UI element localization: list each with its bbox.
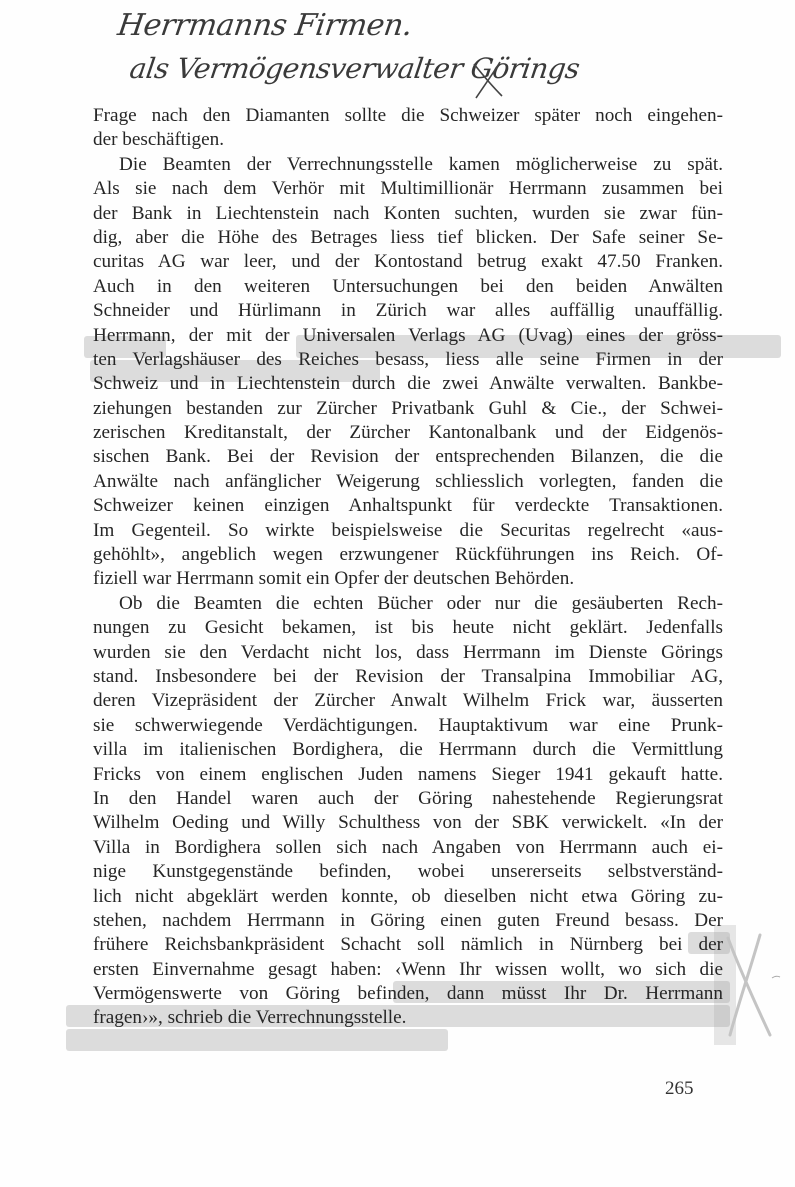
text-line: nige Kunstgegenstände befinden, wobei unsererseits selbstverständ- — [93, 861, 723, 883]
text-line: Wilhelm Oeding und Willy Schulthess von der SBK verwickelt. «In der — [93, 812, 723, 834]
text-line: Fricks von einem englischen Juden namens Sieger 1941 gekauft hatte. — [93, 763, 723, 785]
text-line: ersten Einvernahme gesagt haben: ‹Wenn Ihr wissen wollt, wo sich die — [93, 958, 723, 980]
text-line: Frage nach den Diamanten sollte die Schweizer später noch eingehen- — [93, 105, 723, 126]
text-line: stehen, nachdem Herrmann in Göring einen guten Freund besass. Der — [93, 909, 723, 931]
text-line: Villa in Bordighera sollen sich nach Angaben von Herrmann auch ei- — [93, 836, 723, 858]
text-line: Vermögenswerte von Göring befinden, dann müsst Ihr Dr. Herrmann — [93, 983, 723, 1005]
margin-x-mark-icon — [720, 930, 790, 1040]
text-line: curitas AG war leer, und der Kontostand betrug exakt 47.50 Franken. — [93, 251, 723, 273]
text-line: Die Beamten der Verrechnungsstelle kamen möglicherweise zu spät. — [119, 153, 723, 175]
text-line: stand. Insbesondere bei der Revision der Transalpina Immobiliar AG, — [93, 665, 723, 687]
text-line: deren Vizepräsident der Zürcher Anwalt Wilhelm Frick war, äusserten — [93, 690, 723, 712]
text-line: Herrmann, der mit der Universalen Verlags AG (Uvag) eines der gröss- — [93, 324, 723, 346]
text-line: gehöhlt», angeblich wegen erzwungener Rückführungen ins Reich. Of- — [93, 544, 723, 566]
text-line: Auch in den weiteren Untersuchungen bei den beiden Anwälten — [93, 275, 723, 297]
text-line: wurden sie den Verdacht nicht los, dass Herrmann im Dienste Görings — [93, 641, 723, 663]
text-line: fragen›», schrieb die Verrechnungsstelle. — [93, 1007, 407, 1029]
text-line: Im Gegenteil. So wirkte beispielsweise die Securitas regelrecht «aus- — [93, 519, 723, 541]
text-line: In den Handel waren auch der Göring nahestehende Regierungsrat — [93, 787, 723, 809]
text-line: Schneider und Hürlimann in Zürich war alles auffällig unauffällig. — [93, 300, 723, 322]
text-line: ziehungen bestanden zur Zürcher Privatbank Guhl & Cie., der Schwei- — [93, 397, 723, 419]
text-line: frühere Reichsbankpräsident Schacht soll nämlich in Nürnberg bei der — [93, 934, 723, 956]
text-line: sischen Bank. Bei der Revision der entsprechenden Bilanzen, die die — [93, 446, 723, 468]
text-line: zerischen Kreditanstalt, der Zürcher Kantonalbank und der Eidgenös- — [93, 422, 723, 444]
text-line: ten Verlagshäuser des Reiches besass, liess alle seine Firmen in der — [93, 348, 723, 370]
body-text — [93, 104, 723, 1031]
page-number: 265 — [665, 1078, 694, 1099]
text-line: Als sie nach dem Verhör mit Multimillionär Herrmann zusammen bei — [93, 178, 723, 200]
text-line: sie schwerwiegende Verdächtigungen. Hauptaktivum war eine Prunk- — [93, 714, 723, 736]
handwritten-x-mark-icon — [468, 60, 508, 100]
text-line: der Bank in Liechtenstein nach Konten suchten, wurden sie zwar fün- — [93, 202, 723, 224]
text-line: villa im italienischen Bordighera, die Herrmann durch die Vermittlung — [93, 739, 723, 761]
paragraph-3 — [93, 592, 723, 1031]
text-line: lich nicht abgeklärt werden konnte, ob dieselben nicht etwa Göring zu- — [93, 885, 723, 907]
text-line: Ob die Beamten die echten Bücher oder nur die gesäuberten Rech- — [119, 592, 723, 614]
handwritten-note-line-1: Herrmanns Firmen. — [115, 8, 415, 43]
text-line: der beschäftigen. — [93, 129, 225, 151]
highlight-fragen — [66, 1029, 448, 1051]
text-line: Schweiz und in Liechtenstein durch die zwei Anwälte verwalten. Bankbe- — [93, 373, 723, 395]
text-line: fiziell war Herrmann somit ein Opfer der deutschen Behörden. — [93, 568, 575, 590]
text-line: Schweizer keinen einzigen Anhaltspunkt für verdeckte Transaktionen. — [93, 495, 723, 517]
paragraph-2 — [93, 153, 723, 592]
text-line: dig, aber die Höhe des Betrages liess tief blicken. Der Safe seiner Se- — [93, 226, 723, 248]
text-line: nungen zu Gesicht bekamen, ist bis heute nicht geklärt. Jedenfalls — [93, 617, 723, 639]
text-line: Anwälte nach anfänglicher Weigerung schliesslich vorlegten, fanden die — [93, 470, 723, 492]
handwritten-note-line-2: als Vermögensverwalter Görings — [127, 52, 582, 85]
paragraph-1 — [93, 104, 723, 153]
